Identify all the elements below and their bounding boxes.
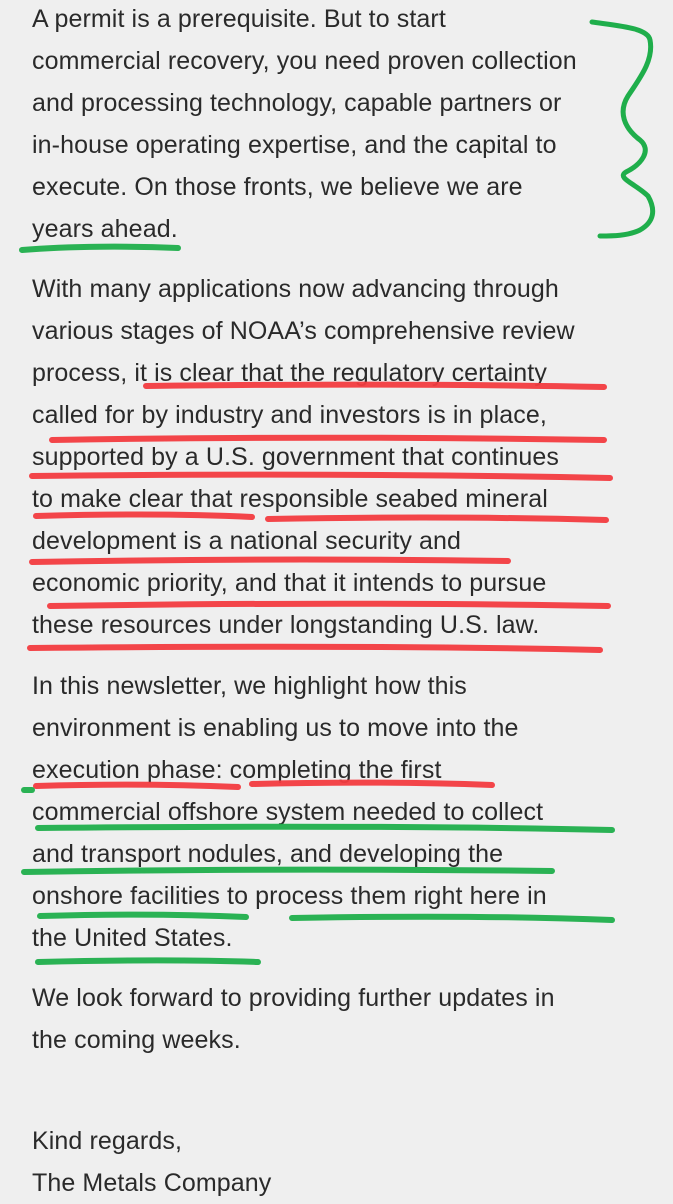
- sign-off: [32, 1120, 662, 1204]
- text-line: execution phase: completing the first: [32, 756, 442, 784]
- paragraph-execution: [32, 665, 662, 959]
- text-line: process, it is clear that the regulatory certainty: [32, 359, 547, 387]
- text-line: economic priority, and that it intends to pursue: [32, 569, 547, 597]
- green-underline: [38, 961, 258, 963]
- paragraph-regulatory: [32, 268, 662, 646]
- text-line: A permit is a prerequisite. But to start: [32, 5, 446, 33]
- text-line: these resources under longstanding U.S. law.: [32, 611, 540, 639]
- text-line: and processing technology, capable partners or: [32, 89, 562, 117]
- text-line: In this newsletter, we highlight how this: [32, 672, 467, 700]
- text-line: execute. On those fronts, we believe we are: [32, 173, 523, 201]
- text-line: We look forward to providing further updates in: [32, 984, 555, 1012]
- text-line: development is a national security and: [32, 527, 462, 555]
- text-line: in-house operating expertise, and the capital to: [32, 131, 557, 159]
- text-line: various stages of NOAA’s comprehensive review: [32, 317, 575, 345]
- text-line: onshore facilities to process them right here in: [32, 882, 547, 910]
- text-line: years ahead.: [32, 215, 178, 243]
- paragraph-permit: [32, 0, 662, 250]
- text-line: the coming weeks.: [32, 1026, 241, 1054]
- paragraph-updates: [32, 977, 662, 1061]
- sign-off-company: The Metals Company: [32, 1169, 272, 1197]
- text-line: supported by a U.S. government that continues: [32, 443, 560, 471]
- text-line: to make clear that responsible seabed mineral: [32, 485, 548, 513]
- text-line: With many applications now advancing through: [32, 275, 559, 303]
- text-line: commercial recovery, you need proven collection: [32, 47, 577, 75]
- text-line: called for by industry and investors is in place,: [32, 401, 547, 429]
- text-line: environment is enabling us to move into the: [32, 714, 519, 742]
- text-line: and transport nodules, and developing the: [32, 840, 504, 868]
- red-underline: [30, 647, 600, 650]
- sign-off-greeting: Kind regards,: [32, 1127, 182, 1155]
- text-line: commercial offshore system needed to collect: [32, 798, 544, 826]
- text-line: the United States.: [32, 924, 233, 952]
